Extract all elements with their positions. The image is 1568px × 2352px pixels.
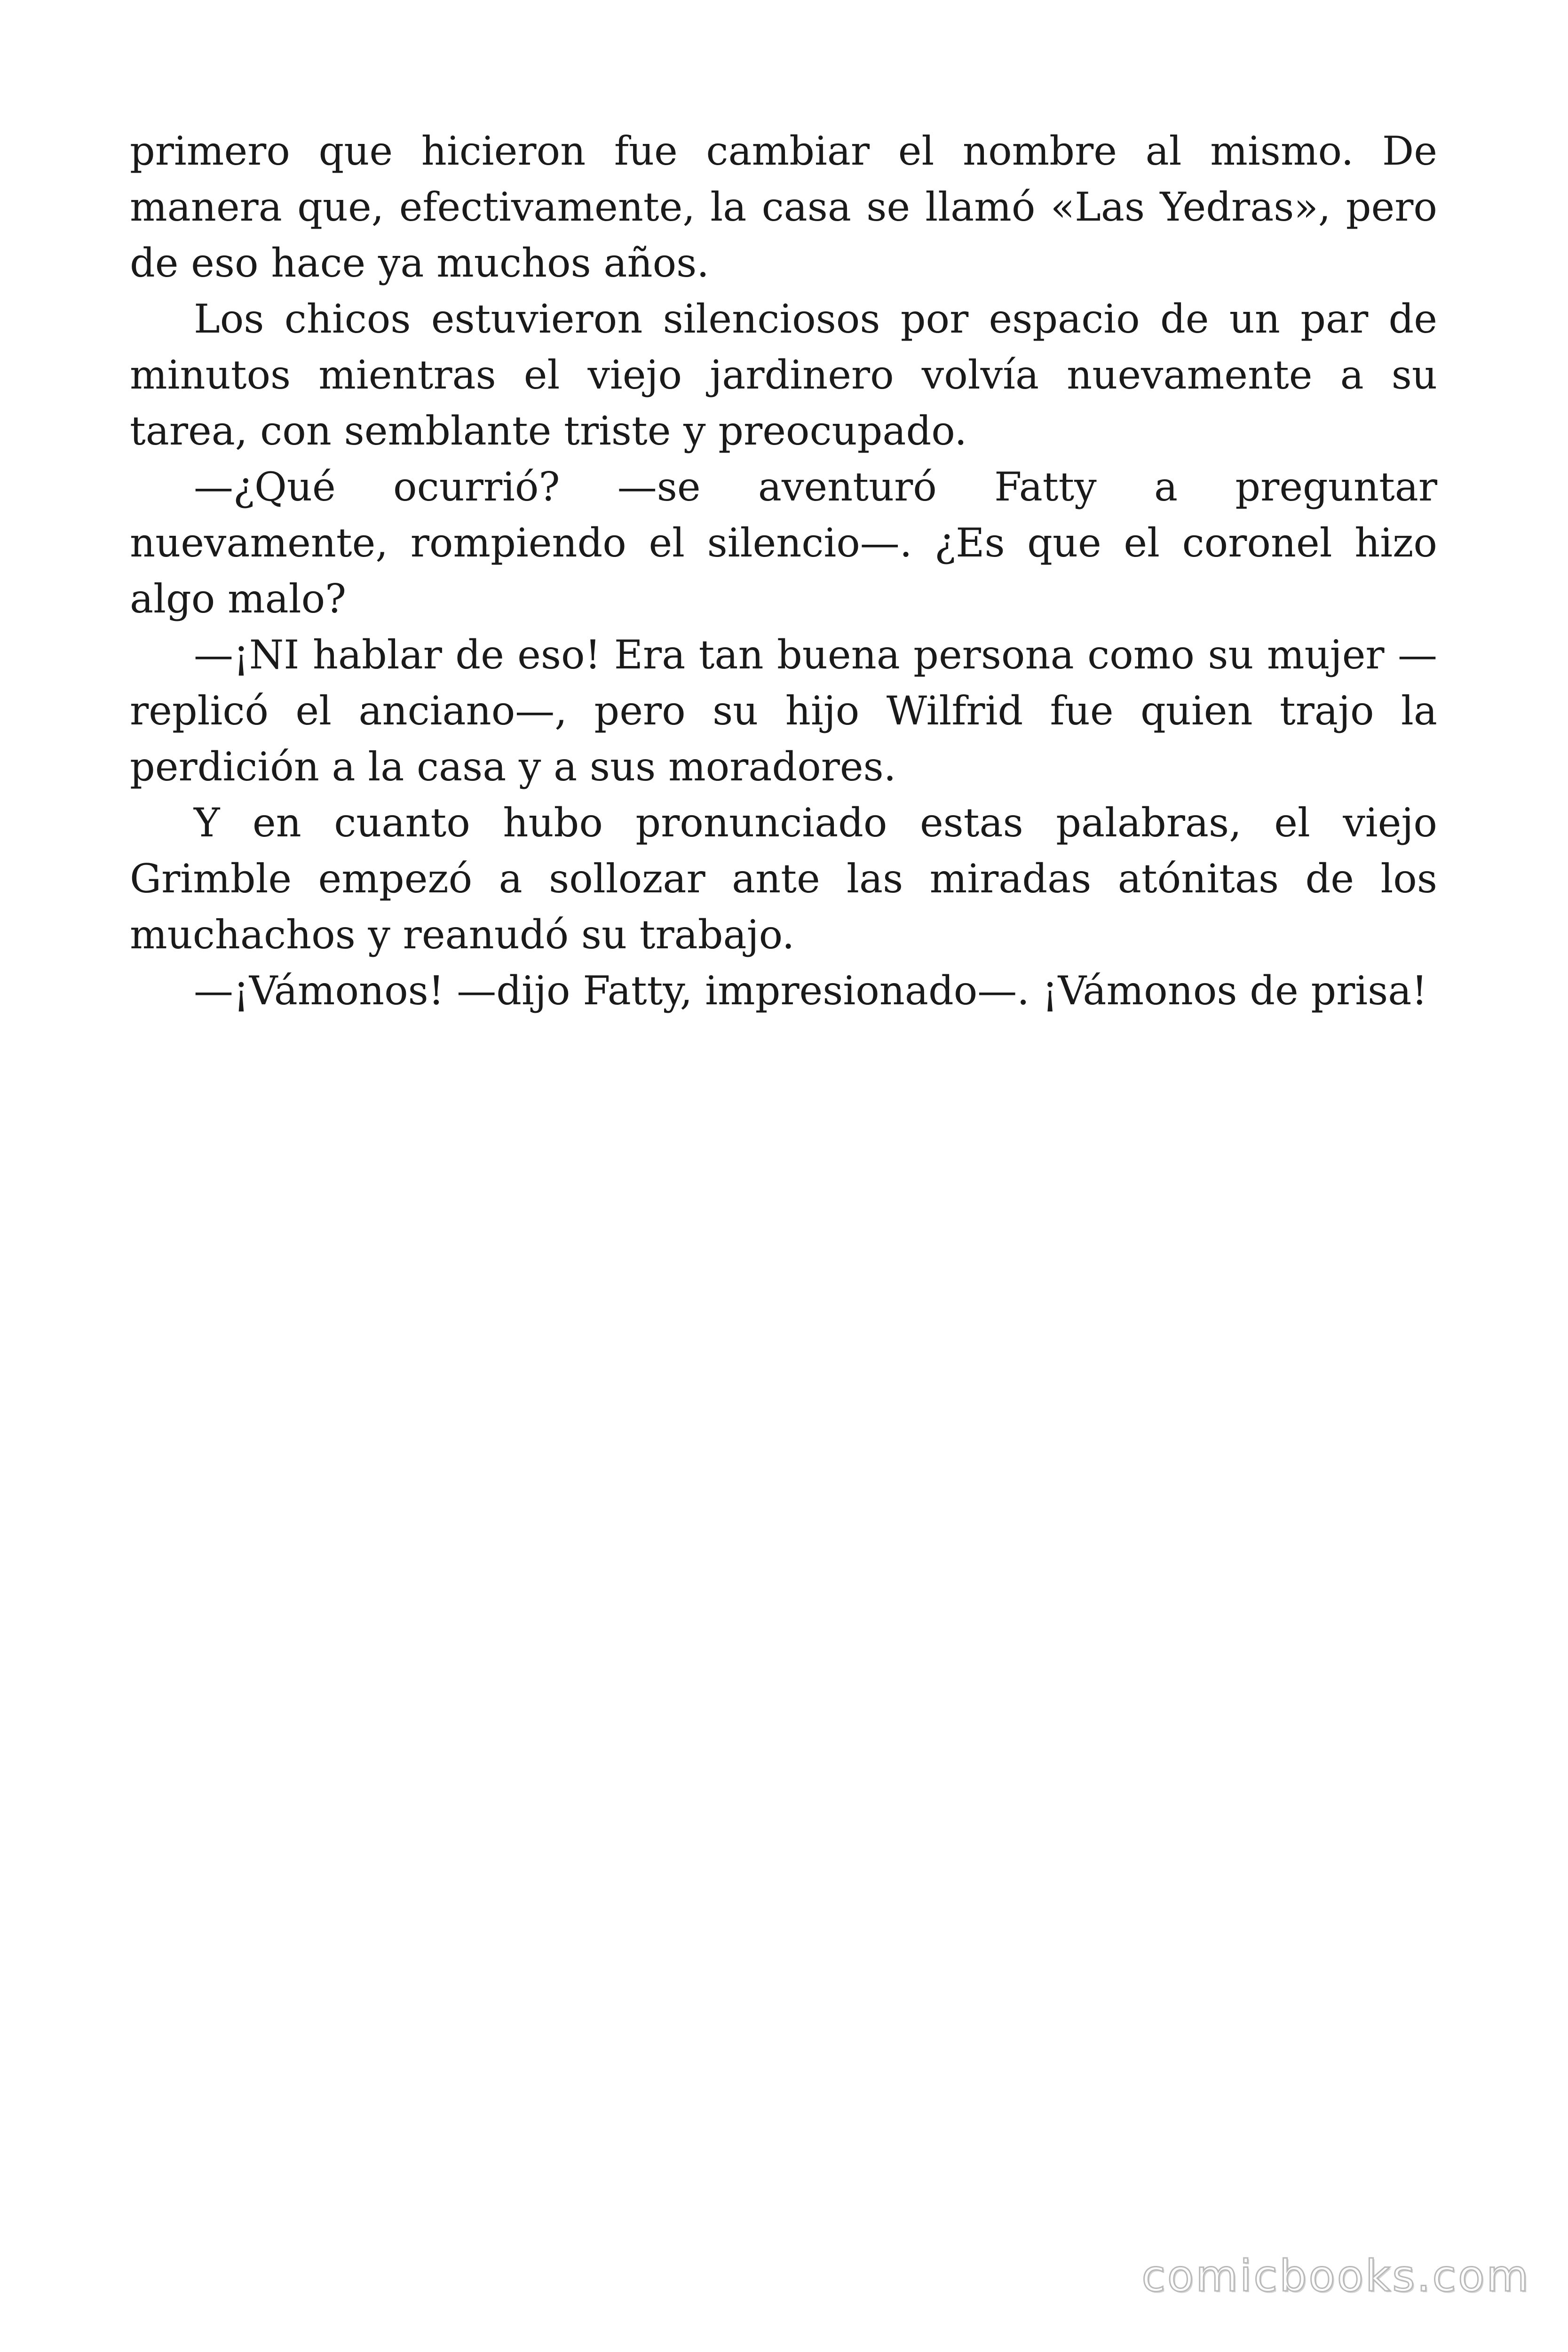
paragraph: Y en cuanto hubo pronunciado estas palabras, el viejo Grimble empezó a sollozar ante las miradas atónitas de los muchachos y reanudó su trabajo. [130,800,1437,958]
paragraph: —¡NI hablar de eso! Era tan buena persona como su mujer —replicó el anciano—, pero su hijo Wilfrid fue quien trajo la perdición a la casa y a sus moradores. [130,632,1437,790]
watermark: comicbooks.com [1141,2251,1530,2301]
paragraph: primero que hicieron fue cambiar el nombre al mismo. De manera que, efectivamente, la casa se llamó «Las Yedras», pero de eso hace ya muchos años. [130,128,1437,286]
paragraph: —¡Vámonos! —dijo Fatty, impresionado—. ¡Vámonos de prisa! [194,968,1428,1014]
paragraph: —¿Qué ocurrió? —se aventuró Fatty a preguntar nuevamente, rompiendo el silencio—. ¿Es que el coronel hizo algo malo? [130,464,1437,622]
page-body [130,123,1437,1019]
paragraph: Los chicos estuvieron silenciosos por espacio de un par de minutos mientras el viejo jardinero volvía nuevamente a su tarea, con semblante triste y preocupado. [130,296,1437,454]
